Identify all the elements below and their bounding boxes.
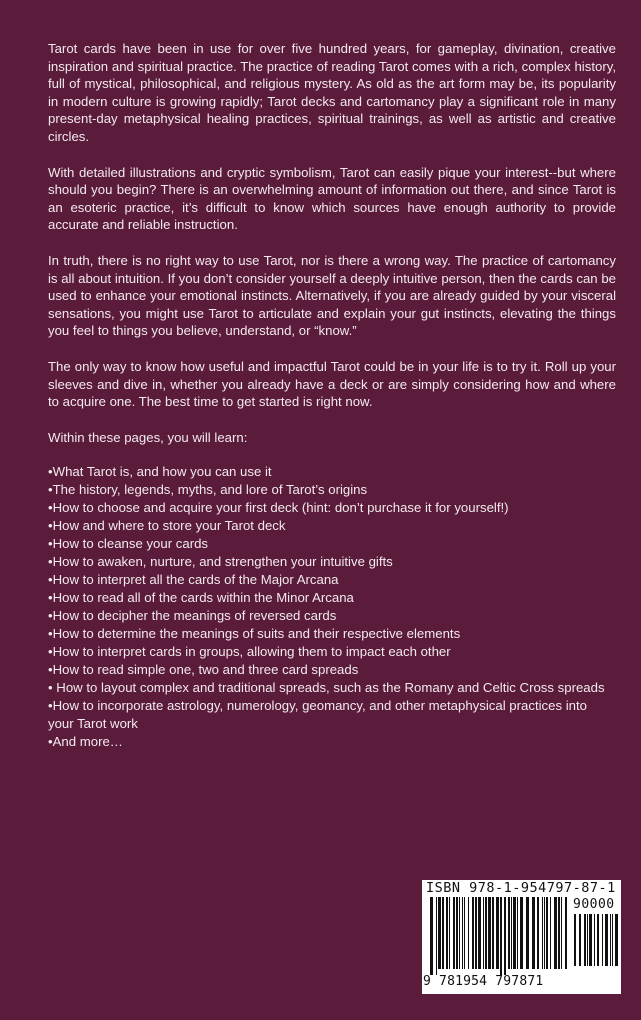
isbn-label: ISBN 978-1-954797-87-1 <box>426 880 616 896</box>
ean-digits: 9 781954 797871 <box>423 974 544 989</box>
barcode-bar <box>565 897 567 969</box>
barcode-bar <box>615 914 618 966</box>
ean-barcode-bars <box>430 897 570 977</box>
barcode-bar <box>453 897 455 969</box>
list-item: • How to incorporate astrology, numerology, geomancy, and other metaphysical practices into your Tarot work <box>48 697 616 733</box>
barcode-bar <box>456 897 458 969</box>
description-paragraph-2: With detailed illustrations and cryptic symbolism, Tarot can easily pique your interest--but where should you begin? There is an overwhelming amount of information out there, and since Tarot is an esoteric practice, it’s difficult to know which sources have enough authority to provide accurate and reliable instruction. <box>48 164 616 233</box>
barcode-bar <box>446 897 448 969</box>
list-item: • How to layout complex and traditional spreads, such as the Romany and Celtic Cross spreads <box>48 679 616 697</box>
back-cover-description <box>48 40 616 751</box>
barcode-bar <box>587 914 588 966</box>
barcode-bar <box>462 897 463 969</box>
list-intro: Within these pages, you will learn: <box>48 429 248 445</box>
barcode-bar <box>485 897 487 969</box>
price-code: 90000 <box>573 897 615 912</box>
list-item: • And more… <box>48 733 616 751</box>
barcode-bar <box>438 897 441 969</box>
list-item: • How to awaken, nurture, and strengthen your intuitive gifts <box>48 553 616 571</box>
barcode-bar <box>513 897 516 969</box>
barcode-bar <box>500 897 502 975</box>
barcode-bar <box>612 914 613 966</box>
barcode-bar <box>520 897 523 969</box>
barcode-bar <box>464 897 465 969</box>
barcode-bar <box>436 897 437 975</box>
barcode-bar <box>511 897 512 969</box>
list-item: • What Tarot is, and how you can use it <box>48 463 616 481</box>
barcode-bar <box>602 914 603 966</box>
addon-barcode-bars <box>574 914 618 984</box>
barcode-bar <box>610 914 611 966</box>
list-item: • How to read all of the cards within the Minor Arcana <box>48 589 616 607</box>
barcode-bar <box>442 897 444 969</box>
description-paragraph-4: The only way to know how useful and impactful Tarot could be in your life is to try it. Roll up your sleeves and dive in, whether you already have a deck or are simply considering how and where to acquire one. The best time to get started is right now. <box>48 358 616 410</box>
barcode-bar <box>517 897 518 969</box>
list-item: • How to interpret cards in groups, allowing them to impact each other <box>48 643 616 661</box>
barcode-bar <box>449 897 450 969</box>
barcode-bar <box>554 897 557 969</box>
list-item: • How to decipher the meanings of reversed cards <box>48 607 616 625</box>
barcode-bar <box>579 914 581 966</box>
barcode-bar <box>488 897 491 969</box>
barcode-bar <box>526 897 529 969</box>
barcode-bar <box>478 897 481 969</box>
description-paragraph-3: In truth, there is no right way to use Tarot, nor is there a wrong way. The practice of cartomancy is all about intuition. If you don’t consider yourself a deeply intuitive person, then the cards can be used to enhance your emotional instincts. Alternatively, if you are already guided by your visceral sensations, you might use Tarot to articulate and explain your gut instincts, elevating the things you feel to things you believe, understand, or “know.” <box>48 252 616 339</box>
barcode-bar <box>546 897 548 969</box>
barcode-bar <box>558 897 560 969</box>
list-item: • How to read simple one, two and three card spreads <box>48 661 616 679</box>
barcode-bar <box>605 914 608 966</box>
barcode-bar <box>561 897 562 969</box>
list-item: • How and where to store your Tarot deck <box>48 517 616 535</box>
barcode-bar <box>532 897 535 969</box>
barcode-bar <box>537 897 539 969</box>
learning-list <box>48 463 616 751</box>
barcode-bar <box>597 914 599 966</box>
barcode-bar <box>584 914 586 966</box>
barcode-bar <box>574 914 576 966</box>
barcode-bar <box>504 897 506 975</box>
barcode-bar <box>594 914 595 966</box>
barcode-bar <box>550 897 551 969</box>
list-item: • How to choose and acquire your first deck (hint: don’t purchase it for yourself!) <box>48 499 616 517</box>
barcode-bar <box>492 897 494 969</box>
barcode-bar <box>544 897 545 969</box>
isbn-barcode-box <box>422 880 621 994</box>
barcode-bar <box>475 897 477 969</box>
description-paragraph-1: Tarot cards have been in use for over five hundred years, for gameplay, divination, creative inspiration and spiritual practice. The practice of reading Tarot comes with a rich, complex history, full of mystical, philosophical, and religious mystery. As old as the art form may be, its popularity in modern culture is growing rapidly; Tarot decks and cartomancy play a significant role in many present-day metaphysical healing practices, spiritual trainings, as well as artistic and creative circles. <box>48 41 616 144</box>
barcode-bar <box>496 897 499 969</box>
barcode-bar <box>468 897 469 969</box>
list-item: • How to interpret all the cards of the Major Arcana <box>48 571 616 589</box>
barcode-bar <box>430 897 433 975</box>
list-item: • The history, legends, myths, and lore of Tarot’s origins <box>48 481 616 499</box>
list-item: • How to determine the meanings of suits and their respective elements <box>48 625 616 643</box>
list-item: • How to cleanse your cards <box>48 535 616 553</box>
barcode-bar <box>589 914 592 966</box>
barcode-bar <box>542 897 543 969</box>
barcode-bar <box>508 897 510 969</box>
barcode-bar <box>459 897 460 969</box>
barcode-bar <box>483 897 484 969</box>
barcode-bar <box>472 897 474 969</box>
